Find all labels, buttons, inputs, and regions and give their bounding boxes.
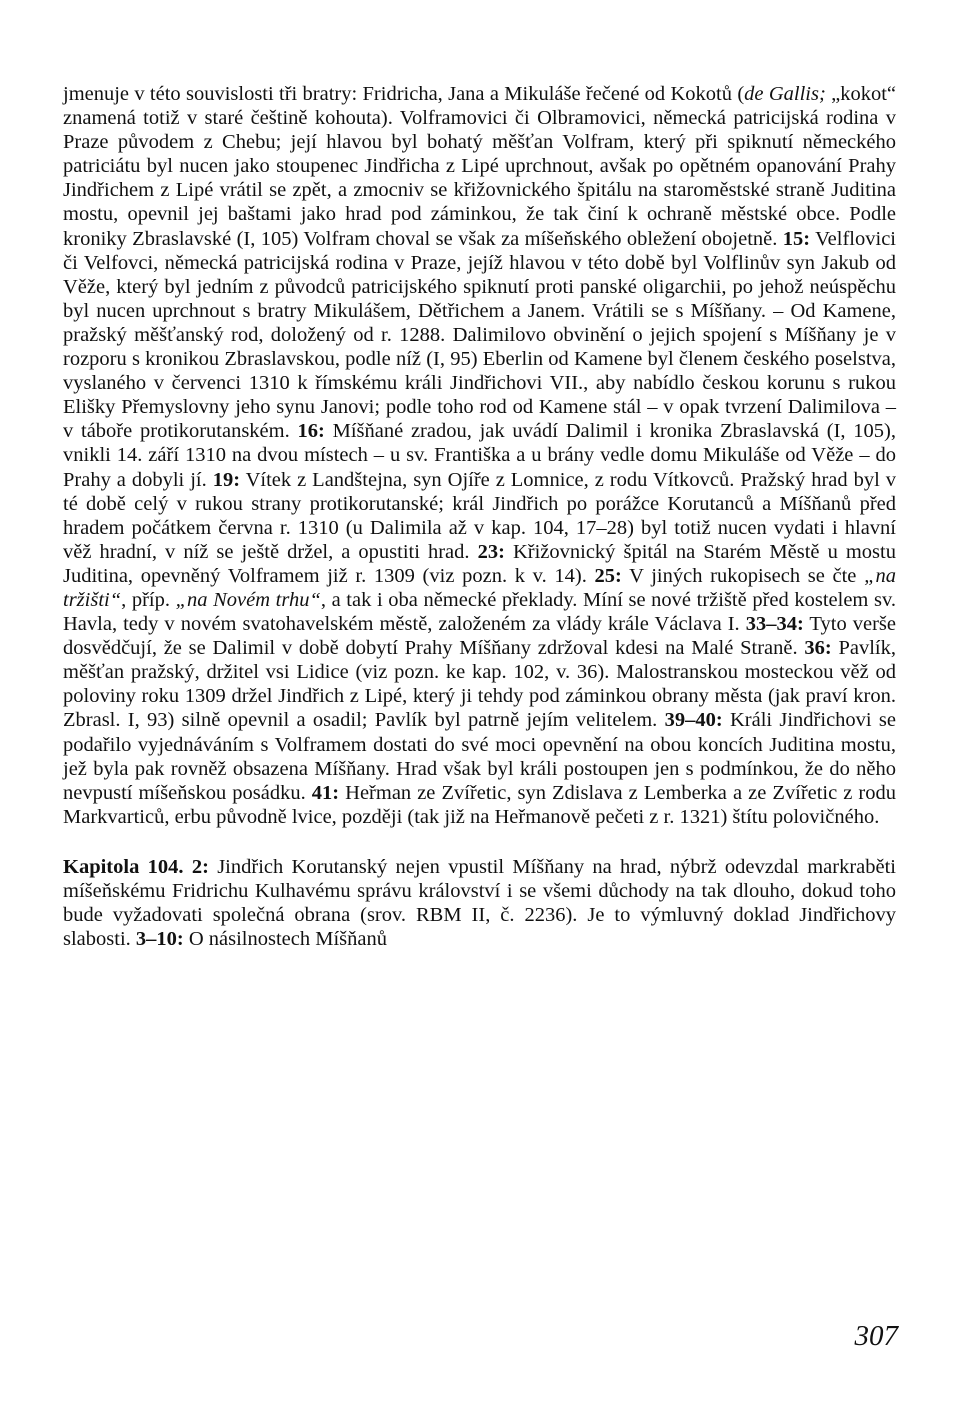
text-run: Míšňané zradou, jak uvádí Dalimil i kronika Zbraslavská (I, 105), vnikli 14. září 1310 na dvou místech – u sv. Františka a u brány vedle domu Mikuláše od Věže – do Prahy a dobyli jí.	[63, 420, 896, 491]
commentary-paragraph-2	[63, 855, 896, 951]
verse-ref-41: 41:	[311, 781, 340, 804]
text-run: V jiných rukopisech se čte	[621, 564, 865, 587]
text-run: Heřman ze Zvířetic, syn Zdislava z Lemberka a ze Zvířetic z rodu Markvarticů, erbu původně lvice, později (tak již na Heřmanově pečeti z r. 1321) štítu polovičného.	[63, 781, 896, 828]
text-run: Vítek z Landštejna, syn Ojíře z Lomnice, z rodu Vítkovců. Pražský hrad byl v té době celý v rukou strany protikorutanské; král Jindřich po porážce Korutanců a Míšňanů před hradem počátkem června r. 1310 (u Dalimila až v kap. 104, 17–28) byl totiž nucen vydati i hlavní věž hradní, v níž se ještě držel, a opustiti hrad.	[63, 468, 896, 563]
verse-ref-25: 25:	[594, 564, 622, 587]
paragraph-gap	[63, 829, 896, 855]
italic-run: „na Novém trhu“	[175, 588, 321, 611]
verse-ref-23: 23:	[477, 540, 505, 563]
text-run: Králi Jindřichovi se podařilo vyjednáváním s Volframem dostati do své moci opevnění na obou koncích Juditina mostu, jež byla pak rovněž obsazena Míšňany. Hrad však byl králi postoupen jen s podmínkou, že do něho nevpustí míšeňskou posádku.	[63, 709, 896, 804]
text-run: , příp.	[121, 588, 176, 611]
italic-run: de Gallis;	[744, 83, 826, 105]
chapter-heading: Kapitola 104.	[63, 855, 184, 878]
verse-ref-33-34: 33–34:	[745, 613, 804, 636]
verse-ref-2: 2:	[191, 855, 209, 878]
commentary-paragraph-1	[63, 82, 896, 829]
text-run: jmenuje v této souvislosti tři bratry: Fridricha, Jana a Mikuláše řečené od Kokotů (	[63, 83, 745, 105]
text-run: , a tak i oba německé překlady. Míní se nové tržiště před kostelem sv. Havla, tedy v novém svatohavelském městě, založeném za vlády krále Václava I.	[63, 588, 896, 636]
text-run: „kokot“ znamená totiž v staré češtině kohouta). Volframovici či Olbramovici, německá patricijská rodina v Praze původem z Chebu; její hlavou byl bohatý měšťan Volfram, který při spiknutí německého patriciátu byl nucen jako stoupenec Jindřicha z Lipé uprchnout, avšak po opětném opanování Prahy Jindřichem z Lipé vrátil se zpět, a zmocniv se křižovnického špitálu na staroměstské straně Juditina mostu, opevnil jej baštami jako hrad pod záminkou, že tak činí k ochraně městské obce. Podle kroniky Zbraslavské (I, 105) Volfram choval se však za míšeňského obležení obojetně.	[63, 83, 896, 250]
text-run	[184, 856, 192, 878]
text-run: Tyto verše dosvědčují, že se Dalimil v době dobytí Prahy Míšňany zdržoval kdesi na Malé Straně.	[63, 613, 896, 660]
verse-ref-39-40: 39–40:	[664, 709, 723, 732]
verse-ref-36: 36:	[804, 637, 832, 660]
text-run: Pavlík, měšťan pražský, držitel vsi Lidice (viz pozn. ke kap. 102, v. 36). Malostranskou mosteckou věž od poloviny roku 1309 držel Jindřich z Lipé, který ji tehdy pod záminkou obrany města (jak praví kron. Zbrasl. I, 93) silně opevnil a osadil; Pavlík byl patrně jejím velitelem.	[63, 637, 896, 732]
verse-ref-3-10: 3–10:	[135, 928, 184, 951]
italic-run: „na tržišti“	[63, 564, 896, 611]
text-run: Velflovici či Velfovci, německá patricijská rodina v Praze, jejíž hlavou v této době byl Volflinův syn Jakub od Věže, který byl jedním z původců patricijského spiknutí proti panské oligarchii, po jehož neúspěchu byl nucen uprchnout s bratry Mikulášem, Dětřichem a Janem. Vrátili se s Míšňany. – Od Kamene, pražský měšťanský rod, doložený od r. 1288. Dalimilovo obvinění o jejich spojení s Míšňany je v rozporu s kronikou Zbraslavskou, podle níž (I, 95) Eberlin od Kamene byl členem českého poselstva, vyslaného v červenci 1310 k římskému králi Jindřichovi VII., aby nabídlo českou korunu s rukou Elišky Přemyslovny jeho synu Janovi; podle toho rod od Kamene stál – v opak tvrzení Dalimilova – v táboře protikorutanském.	[63, 227, 896, 443]
verse-ref-15: 15:	[782, 227, 811, 250]
text-run: Křižovnický špitál na Starém Městě u mostu Juditina, opevněný Volframem již r. 1309 (viz pozn. k v. 14).	[63, 540, 896, 587]
page-body	[63, 82, 896, 951]
page-number: 307	[854, 1320, 898, 1352]
verse-ref-16: 16:	[297, 420, 325, 443]
text-run: O násilnostech Míšňanů	[183, 928, 388, 951]
verse-ref-19: 19:	[212, 468, 241, 491]
text-run: Jindřich Korutanský nejen vpustil Míšňany na hrad, nýbrž odevzdal markraběti míšeňskému Fridrichu Kulhavému správu království i se všemi důchody na tak dlouho, dokud toho bude vyžadovati společná obrana (srov. RBM II, č. 2236). Je to výmluvný doklad Jindřichovy slabosti.	[63, 855, 896, 951]
